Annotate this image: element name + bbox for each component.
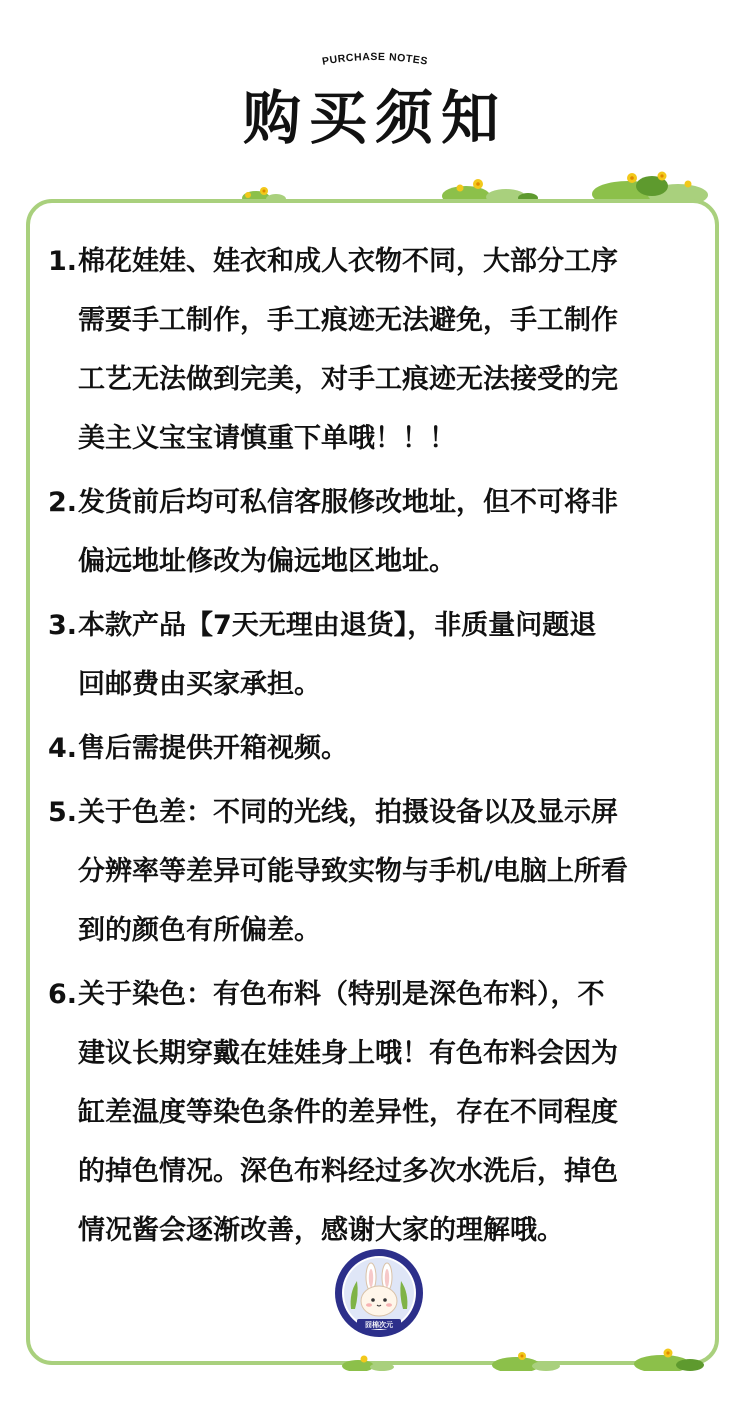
note-text: 售后需提供开箱视频。 — [78, 733, 348, 764]
note-text: 关于染色：有色布料（特别是深色布料），不 建议长期穿戴在娃娃身上哦！有色布料会因为 缸差温度等染色条件的差异性，存在不同程度 的掉色情况。深色布料经过多次水洗后，掉色 情况酱会逐渐改善，感谢大家的理解哦。 — [78, 979, 618, 1246]
note-item — [48, 596, 708, 714]
note-number: 3. — [48, 610, 78, 641]
note-item — [48, 473, 708, 591]
subtitle-text: PURCHASE NOTES — [321, 50, 429, 68]
note-number: 5. — [48, 797, 78, 828]
note-item — [48, 965, 708, 1260]
shrub-bottom-left-icon — [338, 1351, 408, 1371]
svg-text:PURCHASE NOTES — [321, 51, 429, 68]
subtitle — [0, 40, 750, 80]
brand-logo — [333, 1247, 425, 1339]
note-item — [48, 719, 708, 778]
note-text: 本款产品【7天无理由退货】，非质量问题退 回邮费由买家承担。 — [78, 610, 597, 700]
shrub-top-right-icon — [588, 164, 713, 204]
note-text: 棉花娃娃、娃衣和成人衣物不同，大部分工序 需要手工制作，手工痕迹无法避免，手工制作 工艺无法做到完美，对手工痕迹无法接受的完 美主义宝宝请慎重下单哦！！！ — [78, 246, 618, 454]
note-item — [48, 232, 708, 468]
shrub-bottom-right-icon — [628, 1343, 708, 1371]
logo-text: 囧棉次元 — [365, 1321, 393, 1329]
note-item — [48, 783, 708, 960]
note-number: 1. — [48, 246, 78, 277]
note-number: 2. — [48, 487, 78, 518]
page-title: 购买须知 — [242, 84, 507, 152]
note-number: 6. — [48, 979, 78, 1010]
shrub-bottom-mid-icon — [486, 1347, 566, 1371]
note-text: 发货前后均可私信客服修改地址，但不可将非 偏远地址修改为偏远地区地址。 — [78, 487, 618, 577]
notes-list — [48, 232, 708, 1265]
note-number: 4. — [48, 733, 78, 764]
note-text: 关于色差：不同的光线，拍摄设备以及显示屏 分辨率等差异可能导致实物与手机/电脑上所看 到的颜色有所偏差。 — [78, 797, 628, 946]
